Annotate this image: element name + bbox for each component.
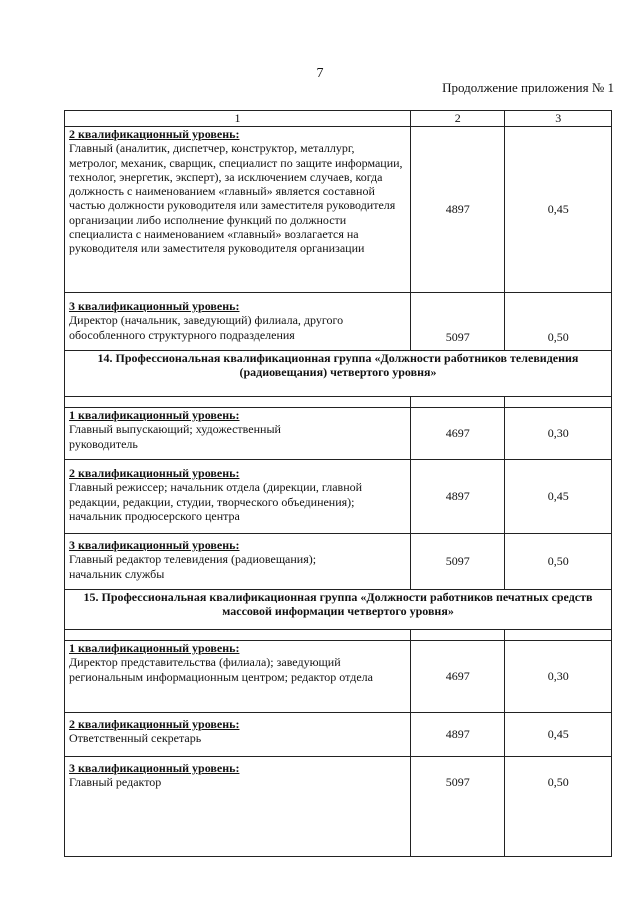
group-14-title: 14. Профессиональная квалификационная группа «Должности работников телевидения (радиовещания) четвертого уровня» bbox=[65, 351, 612, 397]
position-cell bbox=[65, 127, 411, 293]
salary-cell: 5097 bbox=[410, 757, 505, 857]
position-description: Главный выпускающий; художественный руководитель bbox=[69, 422, 281, 451]
coefficient-cell: 0,30 bbox=[505, 408, 612, 460]
group-15-title: 15. Профессиональная квалификационная группа «Должности работников печатных средств массовой информации четвертого уровня» bbox=[65, 590, 612, 630]
table-row bbox=[65, 127, 612, 293]
table-row bbox=[65, 408, 612, 460]
table-header-row bbox=[65, 111, 612, 127]
table-row bbox=[65, 641, 612, 713]
position-cell bbox=[65, 408, 411, 460]
position-cell bbox=[65, 460, 411, 534]
salary-cell: 4897 bbox=[410, 127, 505, 293]
position-description: Главный редактор телевидения (радиовещания); начальник службы bbox=[69, 552, 317, 581]
coefficient-cell: 0,45 bbox=[505, 460, 612, 534]
spacer-row bbox=[65, 630, 612, 641]
qualification-level: 3 квалификационный уровень: bbox=[69, 761, 240, 775]
table-row bbox=[65, 293, 612, 351]
coefficient-cell: 0,50 bbox=[505, 757, 612, 857]
qualification-level: 1 квалификационный уровень: bbox=[69, 641, 240, 655]
salary-cell: 4897 bbox=[410, 460, 505, 534]
column-header-1: 1 bbox=[65, 111, 411, 127]
appendix-continuation-label: Продолжение приложения № 1 bbox=[442, 80, 614, 95]
coefficient-cell: 0,50 bbox=[505, 534, 612, 590]
coefficient-cell: 0,45 bbox=[505, 713, 612, 757]
column-header-2: 2 bbox=[410, 111, 505, 127]
position-description: Главный (аналитик, диспетчер, конструктор, металлург, метролог, механик, сварщик, специалист по защите информации, технолог, энергетик, эксперт), за исключением случаев, когда должность с наименованием «главный» является составной частью должности руководителя или заместителя руководителя организации либо исполнение функций по должности специалиста с наименованием «главный» возлагается на руководителя или заместителя руководителя организации bbox=[69, 141, 403, 256]
qualification-level: 2 квалификационный уровень: bbox=[69, 717, 240, 731]
position-cell bbox=[65, 534, 411, 590]
coefficient-cell: 0,50 bbox=[505, 293, 612, 351]
salary-cell: 5097 bbox=[410, 293, 505, 351]
group-header-row bbox=[65, 590, 612, 630]
position-cell bbox=[65, 641, 411, 713]
position-description: Главный режиссер; начальник отдела (дирекции, главной редакции, редакции, студии, творческого объединения); начальник продюсерского центра bbox=[69, 480, 363, 523]
table-row bbox=[65, 534, 612, 590]
column-header-3: 3 bbox=[505, 111, 612, 127]
qualification-level: 3 квалификационный уровень: bbox=[69, 538, 240, 552]
qualification-table bbox=[64, 110, 612, 857]
qualification-level: 2 квалификационный уровень: bbox=[69, 127, 240, 141]
salary-cell: 5097 bbox=[410, 534, 505, 590]
position-description: Ответственный секретарь bbox=[69, 731, 202, 746]
page-number: 7 bbox=[316, 66, 324, 81]
coefficient-cell: 0,45 bbox=[505, 127, 612, 293]
position-cell bbox=[65, 713, 411, 757]
qualification-level: 1 квалификационный уровень: bbox=[69, 408, 240, 422]
position-description: Главный редактор bbox=[69, 775, 162, 790]
group-header-row bbox=[65, 351, 612, 397]
salary-cell: 4697 bbox=[410, 641, 505, 713]
position-description: Директор (начальник, заведующий) филиала, другого обособленного структурного подразделения bbox=[69, 313, 344, 342]
qualification-level: 2 квалификационный уровень: bbox=[69, 466, 240, 480]
salary-cell: 4697 bbox=[410, 408, 505, 460]
salary-cell: 4897 bbox=[410, 713, 505, 757]
table-row bbox=[65, 757, 612, 857]
spacer-row bbox=[65, 397, 612, 408]
position-cell bbox=[65, 757, 411, 857]
position-cell bbox=[65, 293, 411, 351]
position-description: Директор представительства (филиала); заведующий региональным информационным центром; редактор отдела bbox=[69, 655, 373, 684]
table-row bbox=[65, 460, 612, 534]
table-row bbox=[65, 713, 612, 757]
qualification-level: 3 квалификационный уровень: bbox=[69, 299, 240, 313]
coefficient-cell: 0,30 bbox=[505, 641, 612, 713]
